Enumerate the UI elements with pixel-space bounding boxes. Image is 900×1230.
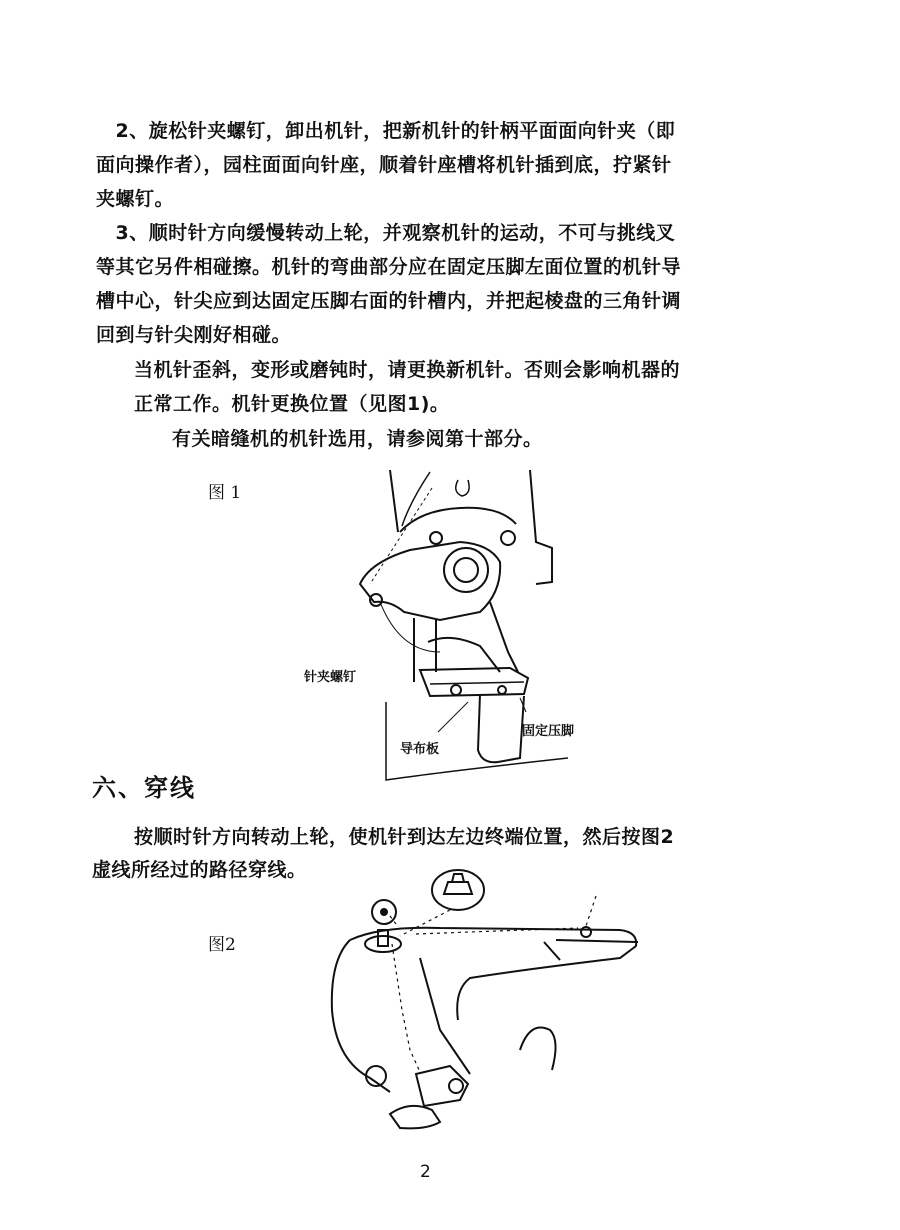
callout-needle-clamp-screw: 针夹螺钉 [304, 670, 357, 685]
paragraph-step-3-line-3: 槽中心，针尖应到达固定压脚右面的针槽内，并把起棱盘的三角针调 [96, 290, 682, 312]
section-threading-line-1: 按顺时针方向转动上轮，使机针到达左边终端位置，然后按图2 [134, 826, 675, 848]
paragraph-step-2-line-2: 面向操作者），园柱面面向针座，顺着针座槽将机针插到底，拧紧针 [96, 154, 672, 176]
figure-1-label: 图 1 [208, 483, 242, 503]
paragraph-step-3-line-1: 3、顺时针方向缓慢转动上轮，并观察机针的运动，不可与挑线叉 [96, 222, 676, 244]
callout-cloth-guide: 导布板 [400, 742, 440, 757]
figure-1-needle-clamp-diagram [340, 462, 570, 792]
paragraph-replace-needle-line-2: 正常工作。机针更换位置（见图1)。 [134, 393, 450, 415]
paragraph-step-3-line-4: 回到与针尖刚好相碰。 [96, 324, 292, 346]
section-heading-threading: 六、穿线 [92, 774, 196, 802]
callout-fixed-presser-foot: 固定压脚 [522, 724, 575, 739]
paragraph-step-2-line-3: 夹螺钉。 [96, 188, 175, 210]
paragraph-replace-needle-line-1: 当机针歪斜，变形或磨钝时，请更换新机针。否则会影响机器的 [134, 359, 681, 381]
page-number: 2 [420, 1162, 431, 1182]
section-threading-line-2: 虚线所经过的路径穿线。 [92, 859, 307, 881]
figure-2-threading-diagram [320, 860, 650, 1150]
paragraph-step-3-line-2: 等其它另件相碰擦。机针的弯曲部分应在固定压脚左面位置的机针导 [96, 256, 682, 278]
paragraph-step-2-line-1: 2、旋松针夹螺钉，卸出机针，把新机针的针柄平面面向针夹（即 [96, 120, 676, 142]
figure-2-label: 图2 [208, 935, 236, 955]
paragraph-needle-selection: 有关暗缝机的机针选用，请参阅第十部分。 [172, 428, 543, 450]
